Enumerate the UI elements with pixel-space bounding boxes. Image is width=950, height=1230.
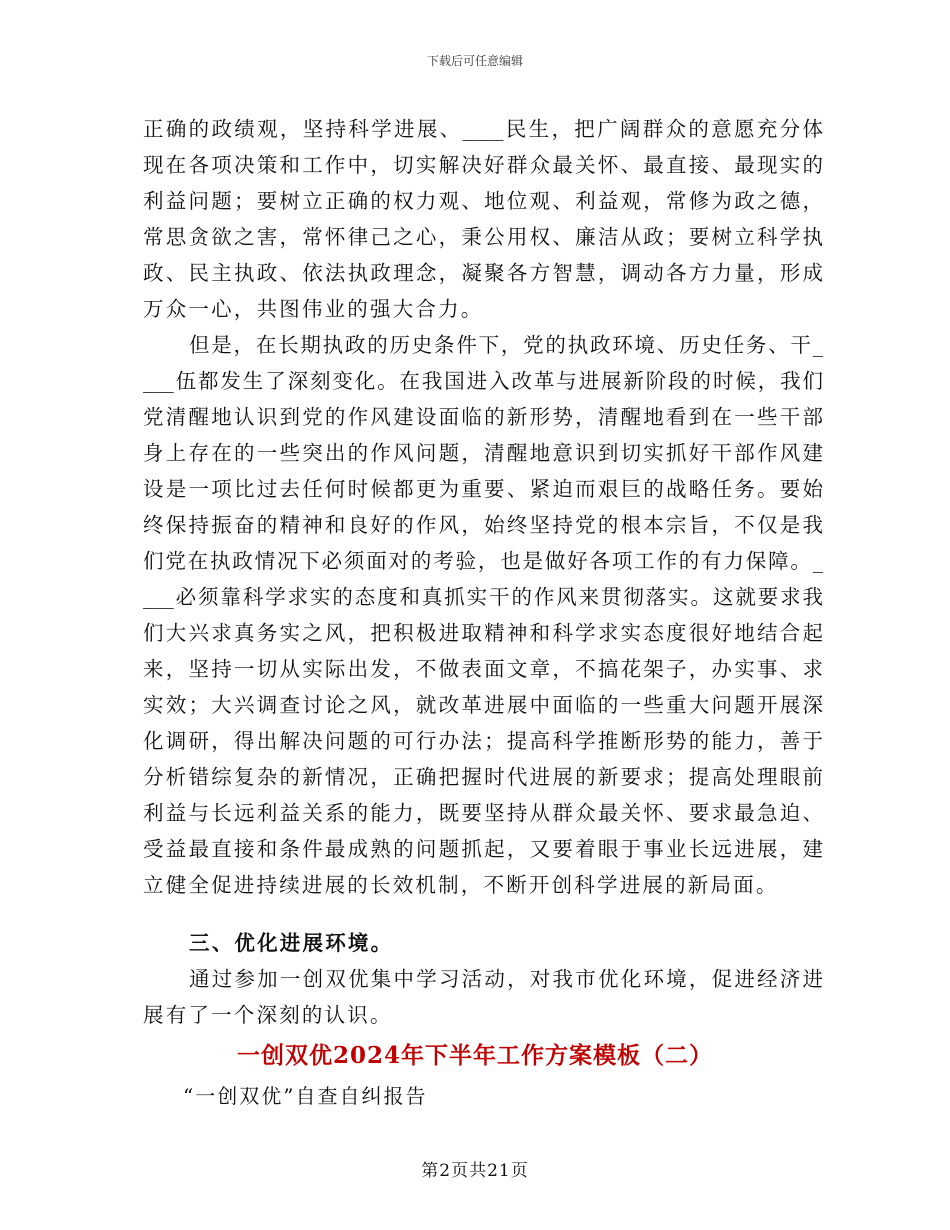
para2-line-6: 终保持振奋的精神和良好的作风，始终坚持党的根本宗旨，不仅是我 [143,513,823,537]
para2-line-1: 但是，在长期执政的历史条件下，党的执政环境、历史任务、干_ [189,333,823,357]
para1-line-4: 常思贪欲之害，常怀律己之心，秉公用权、廉洁从政；要树立科学执 [143,225,823,249]
para1-line-5: 政、民主执政、依法执政理念，凝聚各方智慧，调动各方力量，形成 [143,261,823,285]
para1-line-2: 现在各项决策和工作中，切实解决好群众最关怀、最直接、最现实的 [143,153,823,177]
para3-line-1: 通过参加一创双优集中学习活动，对我市优化环境，促进经济进 [189,967,823,991]
section-title: 一创双优2024年下半年工作方案模板（二） [236,1042,713,1069]
para2-line-4: 身上存在的一些突出的作风问题，清醒地意识到切实抓好干部作风建 [143,441,823,465]
para1-line-6: 万众一心，共图伟业的强大合力。 [143,297,484,321]
para2-line-8: ___必须靠科学求实的态度和真抓实干的作风来贯彻落实。这就要求我 [143,585,823,609]
para3-line-2: 展有了一个深刻的认识。 [143,1003,393,1027]
para2-line-12: 化调研，得出解决问题的可行办法；提高科学推断形势的能力，善于 [143,729,823,753]
para2-line-5: 设是一项比过去任何时候都更为重要、紧迫而艰巨的战略任务。要始 [143,477,823,501]
para2-line-16: 立健全促进持续进展的长效机制，不断开创科学进展的新局面。 [143,873,779,897]
para2-line-11: 实效；大兴调查讨论之风，就改革进展中面临的一些重大问题开展深 [143,693,823,717]
para2-line-13: 分析错综复杂的新情况，正确把握时代进展的新要求；提高处理眼前 [143,765,823,789]
para2-line-7: 们党在执政情况下必须面对的考验，也是做好各项工作的有力保障。_ [143,549,823,573]
section-heading-3: 三、优化进展环境。 [189,931,394,955]
para2-line-10: 来，坚持一切从实际出发，不做表面文章，不搞花架子，办实事、求 [143,657,823,681]
report-subtitle: “一创双优”自查自纠报告 [183,1084,428,1108]
page-footer: 第2页共21页 [421,1161,529,1181]
para2-line-14: 利益与长远利益关系的能力，既要坚持从群众最关怀、要求最急迫、 [143,801,823,825]
para2-line-3: 党清醒地认识到党的作风建设面临的新形势，清醒地看到在一些干部 [143,405,823,429]
para2-line-9: 们大兴求真务实之风，把积极进取精神和科学求实态度很好地结合起 [143,621,823,645]
para1-line-3: 利益问题；要树立正确的权力观、地位观、利益观，常修为政之德， [143,189,823,213]
para2-line-2: ___伍都发生了深刻变化。在我国进入改革与进展新阶段的时候，我们 [143,369,823,393]
para1-line-1: 正确的政绩观，坚持科学进展、____民生，把广阔群众的意愿充分体 [143,117,823,141]
header-note: 下载后可任意编辑 [426,54,523,68]
para2-line-15: 受益最直接和条件最成熟的问题抓起，又要着眼于事业长远进展，建 [143,837,823,861]
